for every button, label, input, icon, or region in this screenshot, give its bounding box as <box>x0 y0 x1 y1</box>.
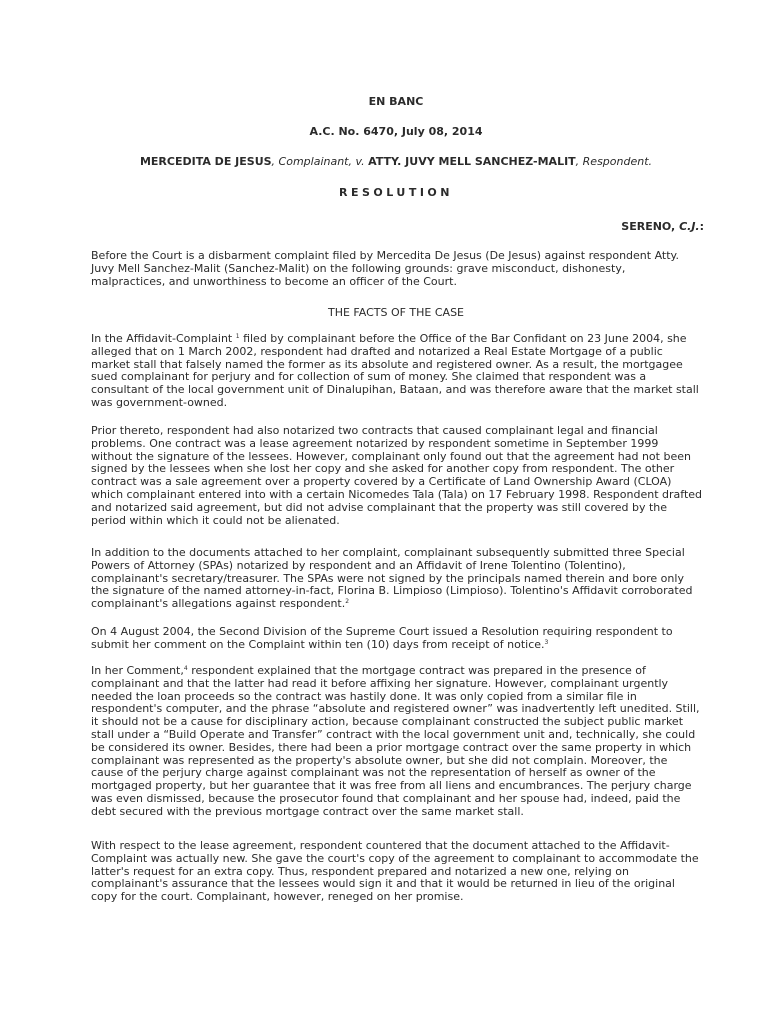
case-number-heading: A.C. No. 6470, July 08, 2014 <box>309 125 483 138</box>
footnote-ref-1[interactable]: 1 <box>235 333 240 340</box>
footnote-ref-3[interactable]: 3 <box>544 638 549 646</box>
respondent-name: ATTY. JUVY MELL SANCHEZ-MALIT <box>368 155 576 168</box>
paragraph-text: filed by complainant before the Office of the Bar Confidant on 23 June 2004, she alleged that on 1 March 2002, respondent had drafted and notarized a Real Estate Mortgage of a public market stall that falsely named the former as its absolute and registered owner. As a result, the mortgagee sued complainant for perjury and for collection of sum of money. She claimed that respondent was a consultant of the local government unit of Dinalupihan, Bataan, and was therefore aware that the market stall was government-owned. <box>91 332 699 409</box>
paragraph-additional-documents <box>91 547 703 611</box>
paragraph-text: In her Comment, <box>91 664 184 677</box>
complainant-role: , Complainant, v. <box>271 155 369 168</box>
paragraph-second-division-resolution <box>91 626 703 652</box>
facts-section-heading: THE FACTS OF THE CASE <box>327 306 465 319</box>
respondent-role: , Respondent. <box>575 155 653 168</box>
ponente-name: SERENO, <box>621 220 676 233</box>
document-type-heading: RESOLUTION <box>339 186 453 199</box>
case-parties-line <box>88 155 704 168</box>
paragraph-text: In addition to the documents attached to her complaint, complainant subsequently submitted three Special Powers of Attorney (SPAs) notarized by respondent and an Affidavit of Irene Tolentino (Tolentino), complainant's secretary/treasurer. The SPAs were not signed by the principals named therein and bore only the signature of the named attorney-in-fact, Florina B. Limpioso (Limpioso). Tolentino's Affidavit corroborated complainant's allegations against respondent. <box>91 546 693 611</box>
paragraph-text: On 4 August 2004, the Second Division of the Supreme Court issued a Resolution requiring respondent to submit her comment on the Complaint within ten (10) days from receipt of notice. <box>91 625 673 651</box>
ponente-title: C.J. <box>679 220 700 233</box>
paragraph-prior-contracts: Prior thereto, respondent had also notarized two contracts that caused complainant legal and financial problems. One contract was a lease agreement notarized by respondent sometime in September 1999 without the signature of the lessees. However, complainant only found out that the agreement had not been signed by the lessees when she lost her copy and she asked for another copy from respondent. The other contract was a sale agreement over a property covered by a Certificate of Land Ownership Award (CLOA) which complainant entered into with a certain Nicomedes Tala (Tala) on 17 February 1998. Respondent drafted and notarized said agreement, but did not advise complainant that the property was still covered by the period within which it could not be alienated. <box>91 424 703 527</box>
ponente-colon: : <box>699 220 704 233</box>
court-division-heading: EN BANC <box>368 95 424 108</box>
footnote-ref-2[interactable]: 2 <box>345 598 350 606</box>
footnote-ref-4[interactable]: 4 <box>183 665 188 672</box>
paragraph-text: In the Affidavit-Complaint <box>91 332 236 345</box>
paragraph-respondent-comment <box>91 665 703 819</box>
paragraph-intro: Before the Court is a disbarment complaint filed by Mercedita De Jesus (De Jesus) against respondent Atty. Juvy Mell Sanchez-Malit (Sanchez-Malit) on the following grounds: grave misconduct, dishonesty, malpractices, and unworthiness to become an officer of the Court. <box>91 249 679 288</box>
paragraph-affidavit-complaint <box>91 333 703 410</box>
complainant-name: MERCEDITA DE JESUS <box>139 155 272 168</box>
ponente-line <box>621 220 704 233</box>
paragraph-text: respondent explained that the mortgage contract was prepared in the presence of complainant and that the latter had read it before affixing her signature. However, complainant urgently needed the loan proceeds so the contract was hastily done. It was only copied from a similar file in respondent's computer, and the phrase “absolute and registered owner” was inadvertently left unedited. Still, it should not be a cause for disciplinary action, because complainant constructed the subject public market stall under a “Build Operate and Transfer” contract with the local government unit and, technically, she could be considered its owner. Besides, there had been a prior mortgage contract over the same property in which complainant was represented as the property's absolute owner, but she did not complain. Moreover, the cause of the perjury charge against complainant was not the representation of herself as owner of the mortgaged property, but her guarantee that it was free from all liens and encumbrances. The perjury charge was even dismissed, because the prosecutor found that complainant and her spouse had, indeed, paid the debt secured with the previous mortgage contract over the same market stall. <box>91 664 700 818</box>
paragraph-lease-agreement: With respect to the lease agreement, respondent countered that the document attached to the Affidavit-Complaint was actually new. She gave the court's copy of the agreement to complainant to accommodate the latter's request for an extra copy. Thus, respondent prepared and notarized a new one, relying on complainant's assurance that the lessees would sign it and that it would be returned in lieu of the original copy for the court. Complainant, however, reneged on her promise. <box>91 839 699 904</box>
